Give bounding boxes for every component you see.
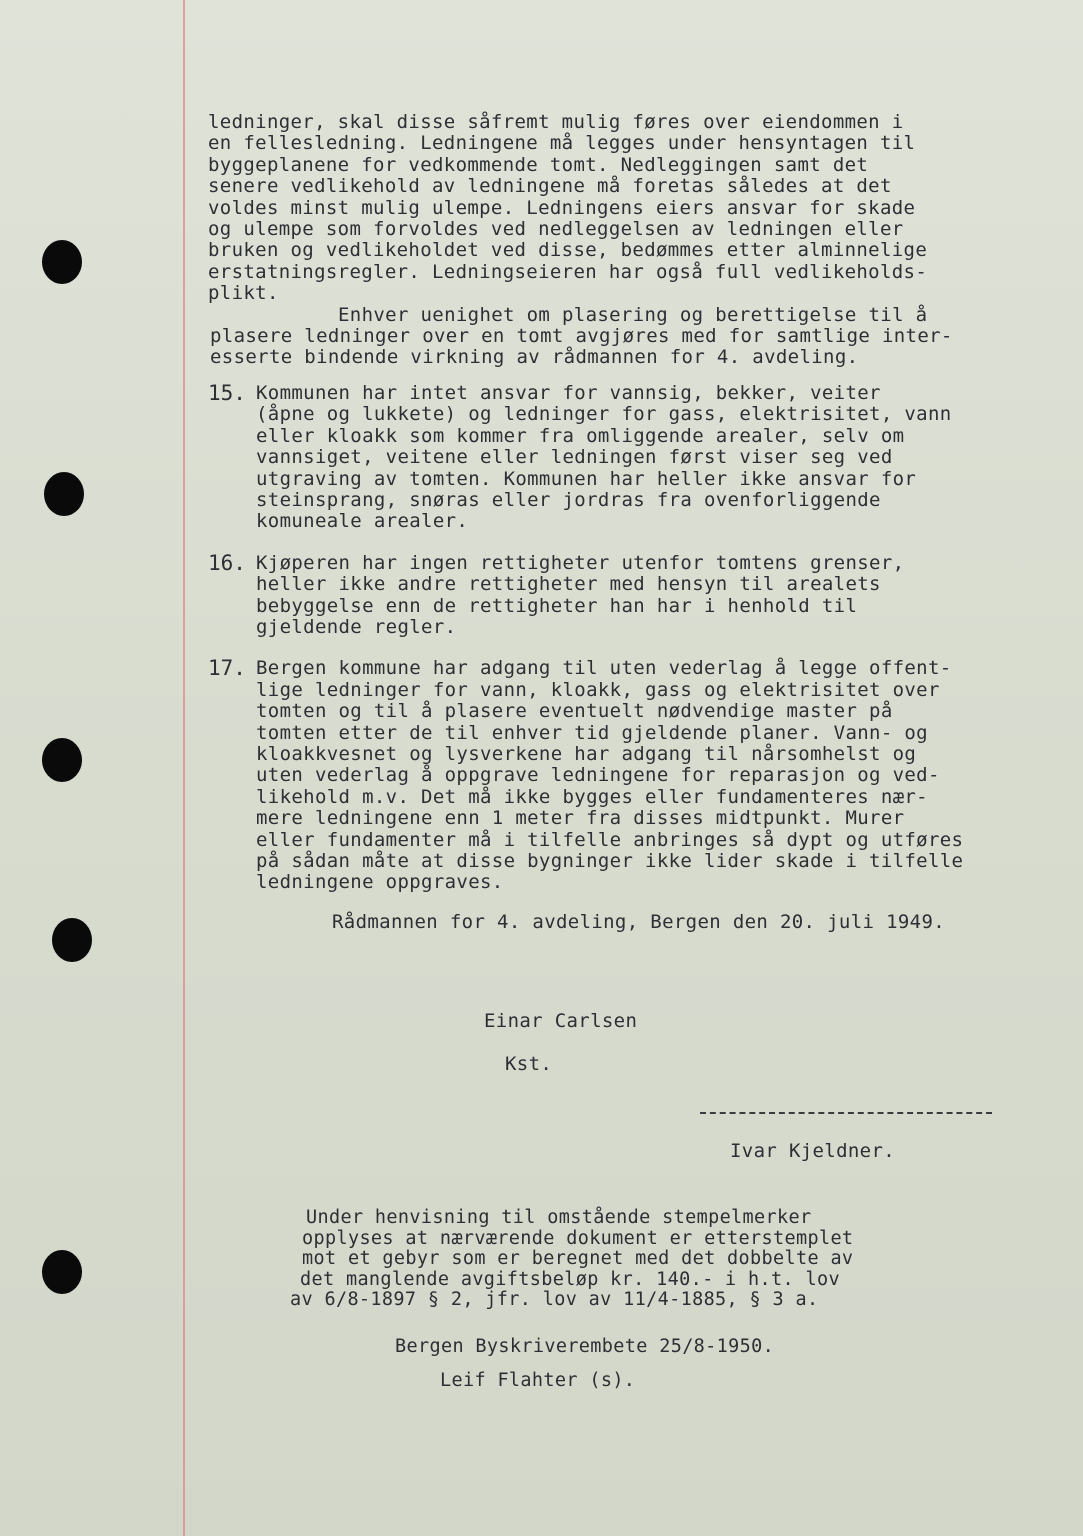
text-line: gjeldende regler. — [256, 615, 457, 638]
text-line: opplyses at nærværende dokument er etterstemplet — [302, 1227, 854, 1249]
text-line: Enhver uenighet om plasering og berettigelse til å — [338, 303, 928, 326]
text-line: lige ledninger for vann, kloakk, gass og elektrisitet over — [256, 678, 940, 701]
clause-number: 16. — [208, 550, 246, 575]
punch-hole — [44, 472, 84, 516]
punch-hole — [42, 240, 82, 284]
dateline: Rådmannen for 4. avdeling, Bergen den 20. juli 1949. — [332, 910, 946, 933]
text-line: Kommunen har intet ansvar for vannsig, bekker, veiter — [256, 381, 881, 404]
signature-line — [700, 1112, 992, 1114]
text-line: en fellesledning. Ledningene må legges under hensyntagen til — [208, 132, 916, 155]
clause-17 — [208, 658, 1028, 893]
text-line: på sådan måte at disse bygninger ikke lider skade i tilfelle — [256, 850, 964, 872]
clause-number: 17. — [208, 656, 246, 681]
text-line: Under henvisning til omstående stempelmerker — [306, 1207, 812, 1228]
stamp-office: Bergen Byskriverembete 25/8-1950. — [395, 1336, 775, 1357]
text-line: heller ikke andre rettigheter med hensyn til arealets — [256, 573, 881, 596]
text-line: steinsprang, snøras eller jordras fra ovenforliggende — [256, 488, 881, 511]
text-line: bebyggelse enn de rettigheter han har i henhold til — [256, 594, 858, 617]
clause-15 — [208, 380, 1028, 533]
text-line: plasere ledninger over en tomt avgjøres med for samtlige inter- — [210, 325, 953, 348]
body-text — [208, 112, 1028, 933]
margin-rule — [183, 0, 185, 1536]
text-line: plikt. — [208, 282, 279, 305]
text-line: mot et gebyr som er beregnet med det dobbelte av — [302, 1248, 854, 1270]
punch-hole — [42, 738, 82, 782]
top-paragraph — [208, 112, 1028, 305]
text-line: tomten etter de til enhver tid gjeldende planer. Vann- og — [256, 721, 928, 744]
text-line: og ulempe som forvoldes ved nedleggelsen av ledningen eller — [208, 218, 904, 241]
signature-title: Kst. — [505, 1053, 553, 1075]
text-line: likehold m.v. Det må ikke bygges eller fundamenteres nær- — [256, 785, 928, 808]
text-line: senere vedlikehold av ledningene må foretas således at det — [208, 175, 892, 198]
text-line: kloakkvesnet og lysverkene har adgang til nårsomhelst og — [256, 742, 917, 765]
punch-hole — [42, 1250, 82, 1294]
text-line: ledninger, skal disse såfremt mulig føres over eiendommen i — [208, 111, 904, 133]
text-line: Bergen kommune har adgang til uten vederlag å legge offent- — [256, 657, 952, 680]
clause-number: 15. — [208, 380, 246, 405]
clause-16 — [208, 550, 1028, 639]
punch-hole — [52, 918, 92, 962]
text-line: tomten og til å plasere eventuelt nødvendige master på — [256, 700, 893, 723]
text-line: vannsiget, veitene eller ledningen først viser seg ved — [256, 446, 893, 469]
text-line: byggeplanene for vedkommende tomt. Nedleggingen samt det — [208, 153, 869, 176]
text-line: erstatningsregler. Ledningseieren har også full vedlikeholds- — [208, 260, 928, 283]
text-line: mere ledningene enn 1 meter fra disses midtpunkt. Murer — [256, 807, 905, 830]
second-paragraph — [208, 305, 1028, 369]
text-line: utgraving av tomten. Kommunen har heller ikke ansvar for — [256, 467, 917, 490]
text-line: uten vederlag å oppgrave ledningene for reparasjon og ved- — [256, 764, 940, 787]
text-line: esserte bindende virkning av rådmannen for 4. avdeling. — [210, 346, 859, 369]
stamp-signature: Leif Flahter (s). — [440, 1370, 636, 1391]
text-line: Kjøperen har ingen rettigheter utenfor tomtens grenser, — [256, 551, 905, 574]
second-signatory: Ivar Kjeldner. — [730, 1140, 896, 1162]
text-line: ledningene oppgraves. — [256, 871, 504, 894]
text-line: bruken og vedlikeholdet ved disse, bedømmes etter alminnelige — [208, 239, 928, 262]
text-line: komuneale arealer. — [256, 510, 469, 533]
text-line: (åpne og lukkete) og ledninger for gass, elektrisitet, vann — [256, 403, 952, 426]
stamp-note — [290, 1208, 990, 1311]
text-line: eller kloakk som kommer fra omliggende arealer, selv om — [256, 424, 905, 447]
text-line: det manglende avgiftsbeløp kr. 140.- i h.t. lov — [300, 1268, 840, 1290]
text-line: av 6/8-1897 § 2, jfr. lov av 11/4-1885, § 3 a. — [290, 1289, 819, 1311]
text-line: eller fundamenter må i tilfelle anbringes så dypt og utføres — [256, 828, 964, 851]
text-line: voldes minst mulig ulempe. Ledningens eiers ansvar for skade — [208, 196, 916, 219]
signature-name: Einar Carlsen — [484, 1010, 638, 1032]
